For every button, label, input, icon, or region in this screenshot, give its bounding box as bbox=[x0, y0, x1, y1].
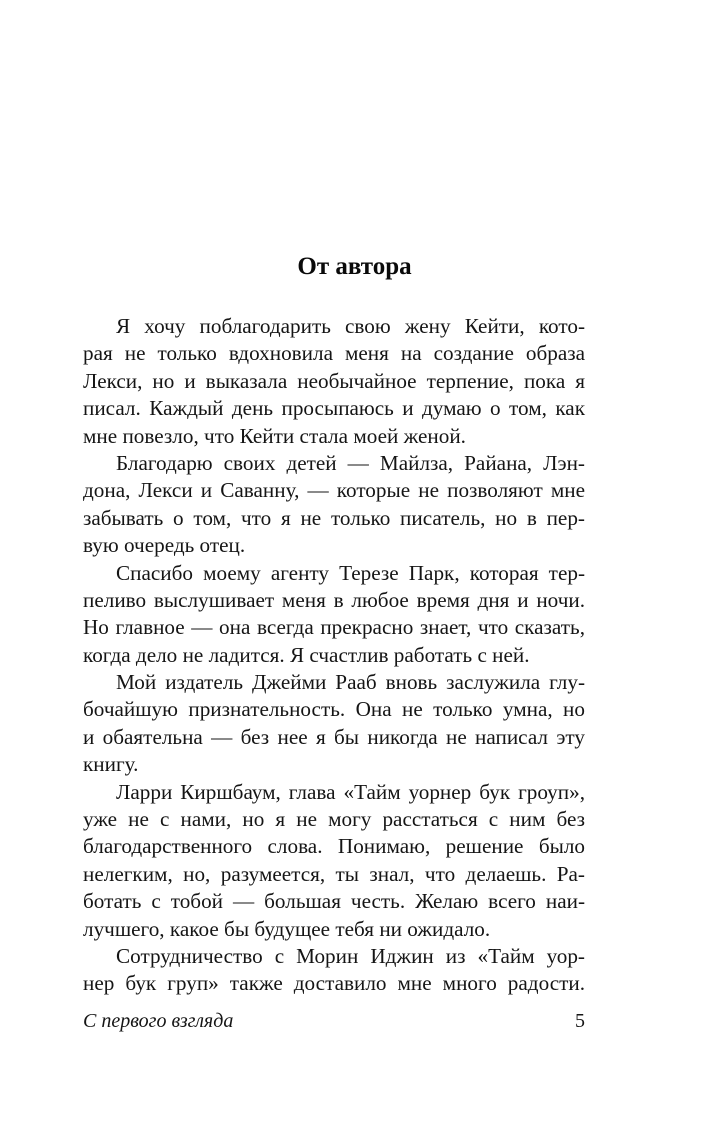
paragraph bbox=[83, 560, 585, 670]
text-line: Благодарю своих детей — Майлза, Райана, Лэн- bbox=[116, 450, 585, 475]
text-line: Я хочу поблагодарить свою жену Кейти, кото- bbox=[116, 314, 585, 338]
text-line: Лекси, но и выказала необычайное терпение, пока я bbox=[83, 368, 585, 393]
paragraph bbox=[83, 313, 585, 450]
running-title: С первого взгляда bbox=[83, 1010, 234, 1032]
paragraph bbox=[83, 943, 585, 998]
text-line: уже не с нами, но я не могу расстаться с ним без bbox=[83, 807, 585, 832]
section-title: От автора bbox=[297, 253, 412, 280]
text-line: рая не только вдохновила меня на создание образа bbox=[83, 341, 585, 366]
text-line: забывать о том, что я не только писатель, но в пер- bbox=[83, 505, 585, 530]
text-line: писал. Каждый день просыпаюсь и думаю о том, как bbox=[83, 396, 585, 421]
text-line: лучшего, какое бы будущее тебя ни ожидало. bbox=[83, 916, 491, 941]
text-line: нелегким, но, разумеется, ты знал, что делаешь. Ра- bbox=[83, 861, 585, 886]
page-footer bbox=[83, 1008, 585, 1034]
text-line: когда дело не ладится. Я счастлив работать с ней. bbox=[83, 642, 530, 667]
text-line: книгу. bbox=[83, 752, 139, 777]
paragraph bbox=[83, 450, 585, 560]
text-line: Сотрудничество с Морин Иджин из «Тайм уор- bbox=[116, 943, 585, 968]
paragraph bbox=[83, 779, 585, 943]
text-line: мне повезло, что Кейти стала моей женой. bbox=[83, 423, 466, 448]
paragraph bbox=[83, 669, 585, 779]
text-line: нер бук груп» также доставило мне много радости. bbox=[83, 971, 585, 996]
page-body bbox=[83, 313, 585, 998]
text-line: вую очередь отец. bbox=[83, 533, 246, 558]
text-line: ботать с тобой — большая честь. Желаю всего наи- bbox=[83, 889, 585, 914]
text-line: благодарственного слова. Понимаю, решение было bbox=[83, 834, 585, 859]
text-line: Спасибо моему агенту Терезе Парк, которая тер- bbox=[116, 560, 585, 585]
text-line: пеливо выслушивает меня в любое время дня и ночи. bbox=[83, 587, 585, 612]
text-line: дона, Лекси и Саванну, — которые не позволяют мне bbox=[83, 478, 585, 503]
text-line: Но главное — она всегда прекрасно знает, что сказать, bbox=[83, 615, 585, 640]
page-number: 5 bbox=[575, 1010, 585, 1032]
text-line: и обаятельна — без нее я бы никогда не написал эту bbox=[83, 724, 585, 749]
text-line: Мой издатель Джейми Рааб вновь заслужила глу- bbox=[116, 670, 585, 695]
text-line: бочайшую признательность. Она не только умна, но bbox=[83, 697, 585, 722]
text-line: Ларри Киршбаум, глава «Тайм уорнер бук гроуп», bbox=[116, 779, 585, 804]
